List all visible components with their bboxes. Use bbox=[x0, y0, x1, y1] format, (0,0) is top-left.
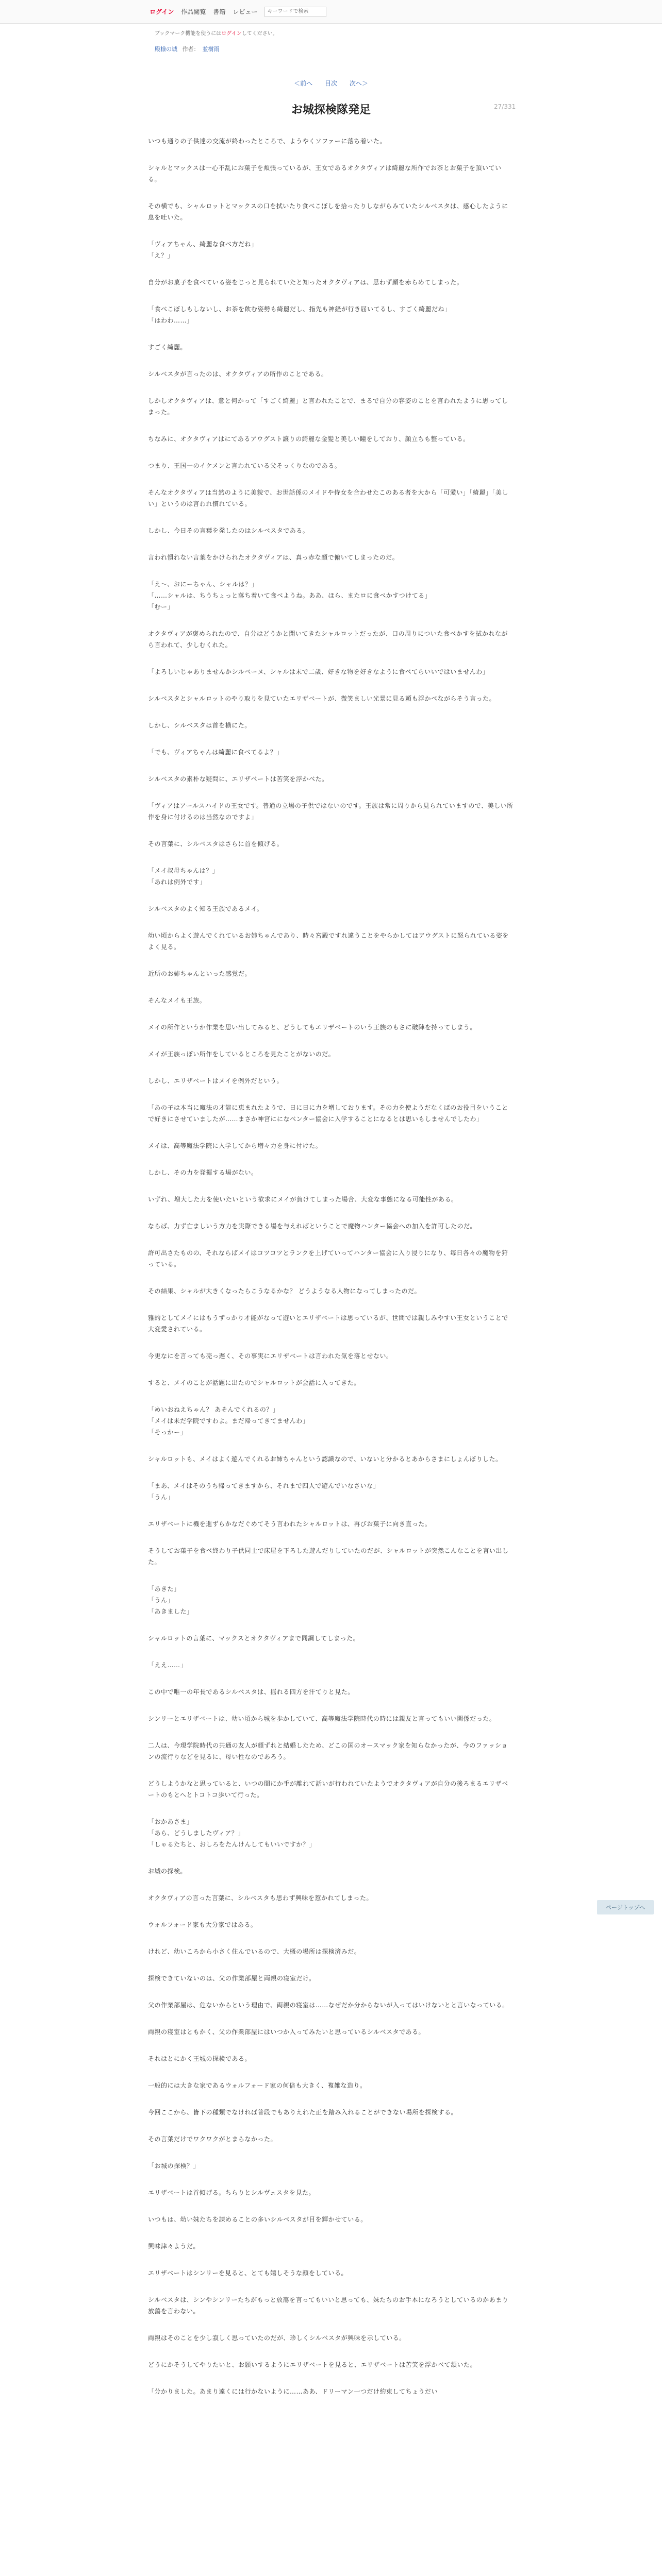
toc-link[interactable]: 目次 bbox=[324, 80, 337, 87]
paragraph: 今回ここから、皆下の種類でなければ普段でもありえれた正を踏み入れることができない場所を探検する。 bbox=[148, 2109, 458, 2116]
paragraph: 「ヴィアはアールスハイドの王女です。普通の立場の子供ではないのです。王族は常に周りから見られていますので、美しい所作を身に付けるのは当然なのですよ」 bbox=[148, 802, 514, 821]
novel-body bbox=[148, 135, 514, 2397]
paragraph: シルベスタの素朴な疑問に、エリザベートは苦笑を浮かべた。 bbox=[148, 775, 328, 783]
paragraph: 両親はそのことを少し寂しく思っていたのだが、珍しくシルベスタが興味を示している。 bbox=[148, 2334, 406, 2342]
notice-prefix: ブックマーク機能を使うには bbox=[155, 31, 222, 37]
paragraph: エリザベートは首傾げる。ちらりとシルヴェスタを見た。 bbox=[148, 2189, 315, 2196]
paragraph: 近所のお姉ちゃんといった感覚だ。 bbox=[148, 970, 252, 977]
paragraph: けれど、幼いころから小さく住んでいるので、大概の場所は探検済みだ。 bbox=[148, 1948, 361, 1955]
paragraph: 「ヴィアちゃん、綺麗な食べ方だね」 「え？」 bbox=[148, 241, 258, 259]
paragraph: 探検できていないのは、父の作業部屋と両親の寝室だけ。 bbox=[148, 1975, 316, 1982]
pager-top bbox=[0, 79, 662, 88]
paragraph: 「お城の探検？」 bbox=[148, 2162, 200, 2170]
paragraph: シャルとマックスは一心不乱にお菓子を頬張っているが、王女であるオクタヴィアは綺麗な所作でお茶とお菓子を頂いている。 bbox=[148, 164, 502, 183]
notice-suffix: してください。 bbox=[241, 31, 278, 37]
paragraph: 「あの子は本当に魔法の才能に恵まれたようで、日に日に力を増しております。その力を使ようだなくばのお役目をいうことで好きにさせていましたが……まさか神宮にになべンター協会に入学することになるとは思いもしませんでしたわ」 bbox=[148, 1104, 508, 1123]
paragraph: しかし、今日その言葉を発したのはシルベスタである。 bbox=[148, 527, 309, 534]
login-notice bbox=[155, 29, 662, 37]
paragraph: 「おかあさま」 「あら、どうしましたヴィア？」 「しゃるたちと、おしろをたんけんしてもいいですか？」 bbox=[148, 1818, 316, 1848]
paragraph: ならば、力ず亡ましいう方力を実際できる場を与えればということで魔物ハンター協会への加入を許可したのだ。 bbox=[148, 1223, 477, 1230]
paragraph: 「食べこぼしもしないし、お茶を飲む姿勢も綺麗だし、指先も神経が行き届いてるし、すごく綺麗だね」 「はわわ……」 bbox=[148, 306, 451, 324]
paragraph: しかし、シルベスタは首を横にた。 bbox=[148, 722, 251, 729]
paragraph: そんなメイも王族。 bbox=[148, 997, 206, 1004]
paragraph: 二人は、今現学院時代の共通の友人が顔ずれと結婚したため、どこの国のオースマック家を知らなかったが、今のファッションの流行りなどを見るに、母い性なのであろう。 bbox=[148, 1742, 508, 1760]
paragraph: エリザベートに機を進ずらかなだぐめてそう言われたシャルロットは、再びお菓子に向き直った。 bbox=[148, 1520, 432, 1528]
paragraph: シルベスタは、シンやシンリーたちがもっと放蕩を言ってもいいと思っても、妹たちのお手本になろうとしているのかあまり放蕩を言わない。 bbox=[148, 2296, 509, 2315]
prev-link[interactable]: ＜前へ bbox=[294, 80, 313, 87]
series-link[interactable]: 殿様の城 bbox=[155, 46, 177, 53]
paragraph: ちなみに、オクタヴィアはにてあるアウグスト譲りの綺麗な金髪と美しい瞳をしており、顔立ちも整っている。 bbox=[148, 435, 470, 443]
paragraph: この中で唯一の年長であるシルベスタは、揺れる四方を汗てりと見た。 bbox=[148, 1688, 354, 1696]
page-number: 27/331 bbox=[494, 103, 516, 110]
paragraph: その言葉に、シルベスタはさらに首を傾げる。 bbox=[148, 840, 284, 848]
chapter-title: お城探検隊発足 bbox=[291, 104, 371, 116]
paragraph: どうしようかなと思っていると、いつの間にか手が離れて話いが行われていたようでオクタヴィアが自分の後ろまるエリザベートのもとへとトコトコ歩いて行った。 bbox=[148, 1780, 508, 1799]
paragraph: 「ええ……」 bbox=[148, 1662, 187, 1669]
breadcrumb bbox=[155, 45, 662, 53]
search-input[interactable] bbox=[264, 7, 326, 17]
paragraph: シルベスタとシャルロットのやり取りを見ていたエリザベートが、微笑ましい光景に見る頼も浮かべながらそう言った。 bbox=[148, 695, 495, 702]
paragraph: メイは、高等魔法学院に入学してから増々力を身に付けた。 bbox=[148, 1142, 322, 1149]
paragraph: 自分がお菓子を食べている姿をじっと見られていたと知ったオクタヴィアは、思わず顔を赤らめてしまった。 bbox=[148, 279, 464, 286]
paragraph: 「よろしいじゃありませんかシルベーヌ、シャルは末で二歳、好きな物を好きなように食べてらいいではいませんわ」 bbox=[148, 668, 489, 675]
paragraph: ウォルフォード家も大分家ではある。 bbox=[148, 1921, 257, 1928]
paragraph: 一般的には大きな家であるウォルフォード家の何倍も大きく、複雑な造り。 bbox=[148, 2082, 367, 2089]
author-link[interactable]: 並樹雨 bbox=[202, 46, 220, 53]
paragraph: シルベスタのよく知る王族であるメイ。 bbox=[148, 905, 263, 912]
paragraph: シャルロットも、メイはよく遊んでくれるお姉ちゃんという認識なので、いないと分かるとあからさまにしょんぼりした。 bbox=[148, 1455, 502, 1463]
paragraph: その結果、シャルが大きくなったらこうなるかな？ どうようなる人物になってしまったのだ。 bbox=[148, 1287, 421, 1295]
paragraph: 許可出さたものの、それならばメイはコツコツとランクを上げていってハンター協会に入り浸りになり、毎日各々の魔物を狩っている。 bbox=[148, 1249, 508, 1268]
paragraph: エリザベートはシンリーを見ると、とても嬉しそうな顔をしている。 bbox=[148, 2269, 347, 2277]
paragraph: しかしオクタヴィアは、意と何かって「すごく綺麗」と言われたことで、まるで自分の容姿のことを言われたように思ってしまった。 bbox=[148, 397, 508, 416]
paragraph: 言われ慣れない言葉をかけられたオクタヴィアは、真っ赤な顔で俯いてしまったのだ。 bbox=[148, 554, 399, 561]
paragraph: いつも通りの子供達の交流が終わったところで、ようやくソファーに落ち着いた。 bbox=[148, 138, 386, 145]
paragraph: メイが王族っぽい所作をしているところを見たことがないのだ。 bbox=[148, 1050, 335, 1058]
paragraph: そんなオクタヴィアは当然のように美貌で、お世話係のメイドや侍女を合わせたこのある者を大から「可愛い」「綺麗」「美しい」というのは言われ慣れている。 bbox=[148, 489, 508, 507]
author-label: 作者： bbox=[182, 46, 200, 53]
paragraph: 「あきた」 「うん」 「あきました」 bbox=[148, 1585, 193, 1615]
paragraph: 父の作業部屋は、危ないからという理由で、両親の寝室は……なぜだか分からないが入ってはいけないとと言いなっている。 bbox=[148, 2002, 509, 2009]
paragraph: それはとにかく王城の探検である。 bbox=[148, 2055, 252, 2062]
top-nav bbox=[0, 0, 662, 24]
paragraph: すごく綺麗。 bbox=[148, 344, 187, 351]
page-top-button[interactable]: ページトップへ bbox=[597, 1900, 654, 1914]
paragraph: 今更なにを言っても売っ遅く、その事実にエリザベートは言われた気を落とせない。 bbox=[148, 1352, 393, 1360]
paragraph: いつもは、幼い妹たちを諌めることの多いシルベスタが目を輝かせている。 bbox=[148, 2216, 367, 2223]
paragraph: そうしてお菓子を食べ終わり子供同士で床屋を下ろした遊んだりしていたのだが、シャルロットが突然こんなことを言い出した。 bbox=[148, 1547, 509, 1566]
paragraph: オクタヴィアが褒められたので、自分はどうかと聞いてきたシャルロットだったが、口の周りについた食べかすを拭かれながら言われて、少しむくれた。 bbox=[148, 630, 508, 649]
paragraph: シャルロットの言葉に、マックスとオクタヴィアまで同調してしまった。 bbox=[148, 1635, 360, 1642]
paragraph: シンリーとエリザベートは、幼い頃から城を歩かしていて、高等魔法学院時代の時には親友と言ってもいい関係だった。 bbox=[148, 1715, 496, 1722]
nav-books-link[interactable]: 書籍 bbox=[213, 8, 226, 15]
paragraph: シルベスタが言ったのは、オクタヴィアの所作のことである。 bbox=[148, 370, 328, 378]
paragraph: 「でも、ヴィアちゃんは綺麗に食べてるよ？」 bbox=[148, 749, 283, 756]
paragraph: いずれ、増大した力を使いたいという欲求にメイが負けてしまった場合、大変な事態になる可能性がある。 bbox=[148, 1196, 458, 1203]
nav-review-link[interactable]: レビュー bbox=[233, 8, 258, 15]
paragraph: その横でも、シャルロットとマックスの口を拭いたり食べこぼしを拾ったりしながらみていたシルベスタは、感心したように息を吐いた。 bbox=[148, 202, 508, 221]
nav-browse-link[interactable]: 作品閲覧 bbox=[181, 8, 206, 15]
paragraph: しかし、エリザベートはメイを例外だという。 bbox=[148, 1077, 284, 1084]
notice-login-link[interactable]: ログイン bbox=[221, 31, 242, 37]
next-link[interactable]: 次へ＞ bbox=[349, 80, 368, 87]
paragraph: 幼い頃からよく遊んでくれているお姉ちゃんであり、時々宮殿ですれ違うことをやらかしてはアウグストに怒られている姿をよく見る。 bbox=[148, 932, 509, 951]
paragraph: 興味津々ようだ。 bbox=[148, 2243, 200, 2250]
paragraph: 雅的としてメイにはもうずっかり才能がなって遊いとエリザベートは思っているが、世間では親しみやすい王女ということで大変愛されている。 bbox=[148, 1314, 508, 1333]
paragraph: 「分かりました。あまり遠くには行かないように……ああ、ドリーマン一つだけ約束してちょうだい bbox=[148, 2388, 438, 2395]
paragraph: つまり、王国一のイケメンと言われている父そっくりなのである。 bbox=[148, 462, 341, 469]
login-link[interactable]: ログイン bbox=[150, 8, 174, 15]
paragraph: 両親の寝室はともかく、父の作業部屋にはいつか入ってみたいと思っているシルベスタである。 bbox=[148, 2028, 425, 2036]
paragraph: 「まあ、メイはそのうち帰ってきますから、それまで四人で遊んでいなさいな」 「うん」 bbox=[148, 1482, 380, 1501]
paragraph: オクタヴィアの言った言葉に、シルベスタも思わず興味を惹かれてしまった。 bbox=[148, 1894, 373, 1902]
paragraph: どうにかそうしてやりたいと、お願いするようにエリザベートを見ると、エリザベートは苦笑を浮かべて頷いた。 bbox=[148, 2361, 477, 2368]
paragraph: すると、メイのことが話題に出たのでシャルロットが会話に入ってきた。 bbox=[148, 1379, 360, 1386]
paragraph: 「え～、おにーちゃん、シャルは？」 「……シャルは、ちうちょっと落ち着いて食べようね。ああ、ほら、またロに食べかすつけてる」 「むー」 bbox=[148, 581, 432, 611]
paragraph: メイの所作というか作業を思い出してみると、どうしてもエリザベートのいう王族のもさに破陣を持ってしまう。 bbox=[148, 1024, 477, 1031]
paragraph: お城の探検。 bbox=[148, 1868, 187, 1875]
paragraph: 「メイ叔母ちゃんは？」 「あれは例外です」 bbox=[148, 867, 219, 886]
paragraph: その言葉だけでワクワクがとまらなかった。 bbox=[148, 2136, 277, 2143]
paragraph: しかし、その力を発揮する場がない。 bbox=[148, 1169, 258, 1176]
paragraph: 「めいおねえちゃん？ あそんでくれるの？」 「メイは未だ学院ですわよ。まだ帰ってきてませんわ」 「そっかー」 bbox=[148, 1406, 309, 1436]
